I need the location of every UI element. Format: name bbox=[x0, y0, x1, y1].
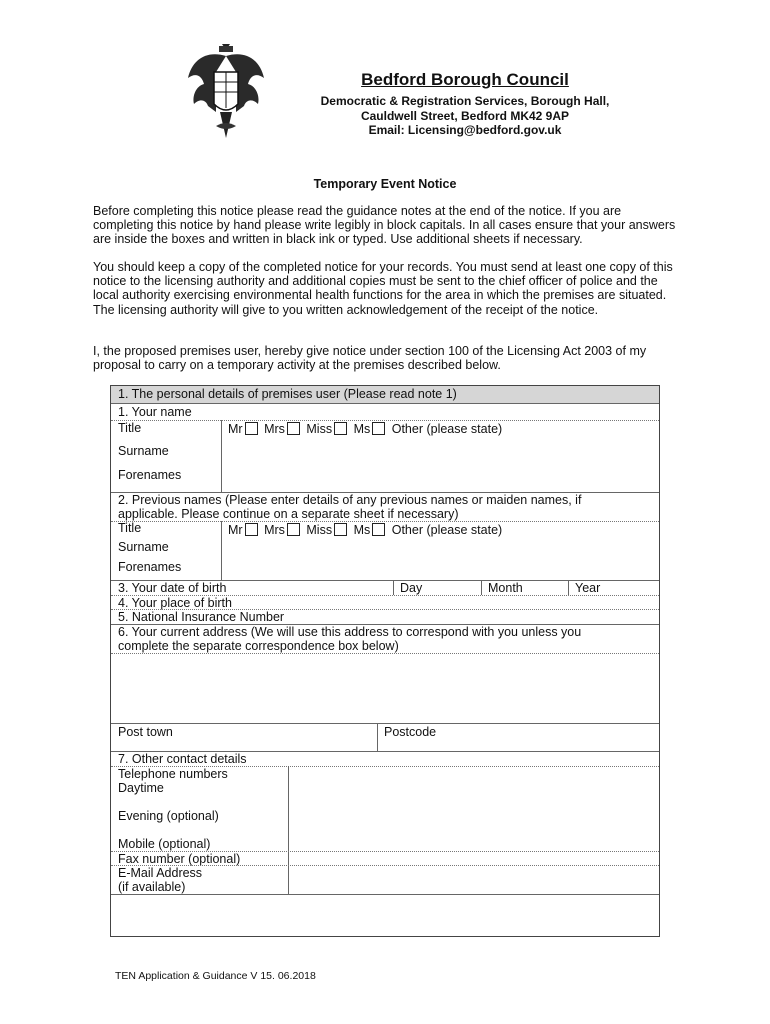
evening-label: Evening (optional) bbox=[118, 809, 219, 823]
prev-miss-label: Miss bbox=[306, 523, 333, 537]
mr-label: Mr bbox=[228, 422, 243, 436]
previous-names-label-1: 2. Previous names (Please enter details of any previous names or maiden names, if bbox=[118, 493, 582, 507]
prev-ms-label: Ms bbox=[353, 523, 371, 537]
page-title: Temporary Event Notice bbox=[313, 177, 457, 191]
prev-mr-label: Mr bbox=[228, 523, 243, 537]
mobile-label: Mobile (optional) bbox=[118, 837, 211, 851]
mr-checkbox[interactable] bbox=[245, 422, 258, 435]
miss-checkbox[interactable] bbox=[334, 422, 347, 435]
surname-label: Surname bbox=[118, 444, 169, 458]
if-available-label: (if available) bbox=[118, 880, 186, 894]
email-line: Email: Licensing@bedford.gov.uk bbox=[368, 123, 562, 137]
council-name: Bedford Borough Council bbox=[361, 70, 569, 89]
miss-label: Miss bbox=[306, 422, 333, 436]
place-of-birth-label: 4. Your place of birth bbox=[118, 596, 232, 610]
prev-mrs-checkbox[interactable] bbox=[287, 523, 300, 536]
dob-month-label: Month bbox=[488, 581, 523, 595]
address-line-1: Democratic & Registration Services, Borough Hall, bbox=[320, 94, 610, 108]
intro-paragraph-1: Before completing this notice please read the guidance notes at the end of the notice. If you are completing this notice by hand please write legibly in block capitals. In all cases ensure that your answers are inside the boxes and written in black ink or typed. Use additional sheets if necessary. bbox=[93, 204, 676, 247]
address-line-2: Cauldwell Street, Bedford MK42 9AP bbox=[360, 108, 570, 123]
other-contact-label: 7. Other contact details bbox=[118, 752, 247, 766]
prev-other-title-label: Other (please state) bbox=[391, 523, 503, 537]
previous-title-label: Title bbox=[118, 521, 142, 535]
daytime-label: Daytime bbox=[118, 781, 164, 795]
your-name-label: 1. Your name bbox=[118, 405, 192, 419]
ms-checkbox[interactable] bbox=[372, 422, 385, 435]
previous-title-options bbox=[228, 523, 502, 537]
forenames-label: Forenames bbox=[118, 468, 182, 482]
intro-paragraph-3: I, the proposed premises user, hereby give notice under section 100 of the Licensing Act 2003 of my proposal to carry on a temporary activity at the premises described below. bbox=[93, 344, 647, 373]
prev-miss-checkbox[interactable] bbox=[334, 523, 347, 536]
intro-paragraph-2: You should keep a copy of the completed notice for your records. You must send at least one copy of this notice to the licensing authority and additional copies must be sent to the chief officer of police and the local authority exercising environmental health functions for the area in which the premises are situated. The licensing authority will give to you written acknowledgement of the receipt of the notice. bbox=[93, 260, 673, 317]
title-options bbox=[228, 422, 502, 436]
address-label-1: 6. Your current address (We will use this address to correspond with you unless you bbox=[118, 625, 582, 639]
post-town-label: Post town bbox=[118, 725, 173, 739]
email-address-label: E-Mail Address bbox=[118, 866, 203, 880]
council-address bbox=[300, 94, 630, 138]
dob-day-label: Day bbox=[400, 581, 423, 595]
prev-ms-checkbox[interactable] bbox=[372, 523, 385, 536]
footer-version: TEN Application & Guidance V 15. 06.2018 bbox=[115, 970, 316, 982]
previous-surname-label: Surname bbox=[118, 540, 169, 554]
dob-year-label: Year bbox=[575, 581, 601, 595]
prev-mr-checkbox[interactable] bbox=[245, 523, 258, 536]
ms-label: Ms bbox=[353, 422, 371, 436]
previous-names-label-2: applicable. Please continue on a separate sheet if necessary) bbox=[118, 507, 459, 521]
postcode-label: Postcode bbox=[384, 725, 437, 739]
title-label: Title bbox=[118, 421, 142, 435]
section-heading: 1. The personal details of premises user (Please read note 1) bbox=[118, 387, 457, 401]
dob-label: 3. Your date of birth bbox=[118, 581, 227, 595]
mrs-checkbox[interactable] bbox=[287, 422, 300, 435]
telephone-numbers-label: Telephone numbers bbox=[118, 767, 228, 781]
council-crest-logo bbox=[186, 42, 266, 142]
mrs-label: Mrs bbox=[264, 422, 285, 436]
personal-details-form bbox=[110, 385, 660, 937]
fax-label: Fax number (optional) bbox=[118, 852, 241, 866]
prev-mrs-label: Mrs bbox=[264, 523, 285, 537]
other-title-label: Other (please state) bbox=[391, 422, 503, 436]
address-label-2: complete the separate correspondence box below) bbox=[118, 639, 399, 653]
ni-number-label: 5. National Insurance Number bbox=[118, 610, 285, 624]
previous-forenames-label: Forenames bbox=[118, 560, 182, 574]
